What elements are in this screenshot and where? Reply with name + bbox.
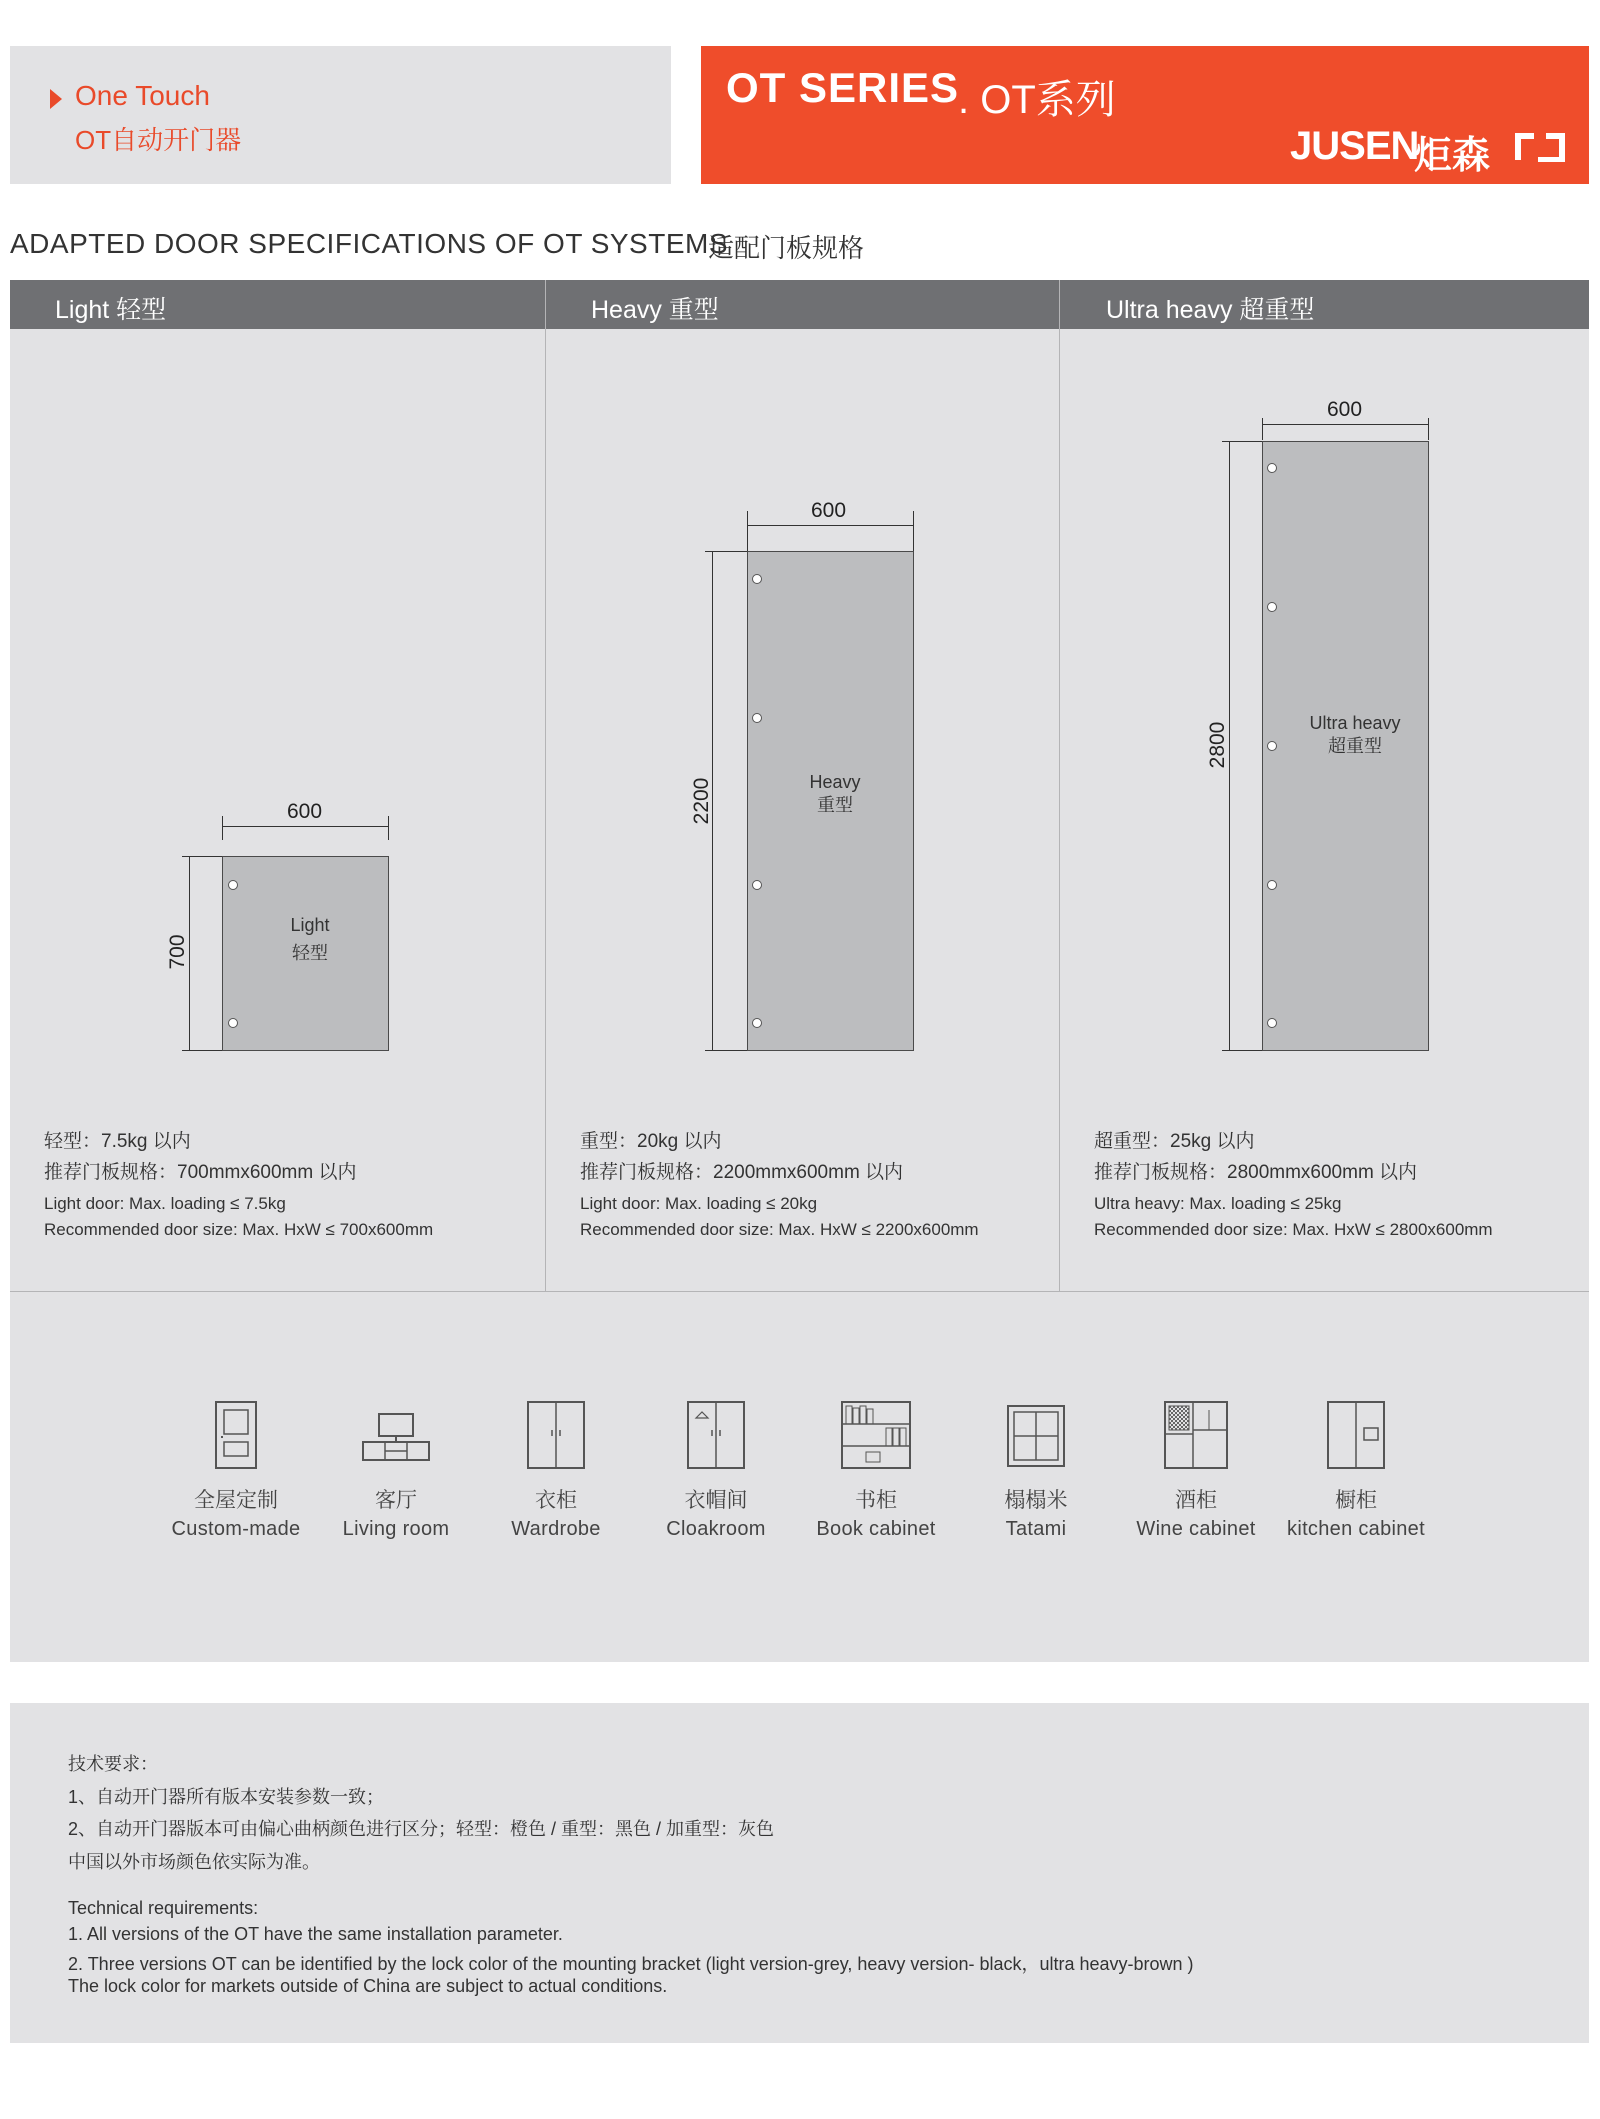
- spec-cn-weight: 超重型：25kg 以内: [1094, 1131, 1255, 1152]
- application-label-cn: 客厅: [375, 1489, 417, 1512]
- series-title-cn: . OT系列: [958, 78, 1116, 122]
- column-divider: [545, 280, 546, 1291]
- column-divider: [1059, 280, 1060, 1291]
- application-label-cn: 衣柜: [535, 1489, 577, 1512]
- wine-cabinet-icon: [1163, 1400, 1229, 1470]
- notes-title-cn: 技术要求：: [68, 1754, 158, 1774]
- spec-table-header: [10, 280, 1589, 329]
- application-label-en: Cloakroom: [666, 1518, 766, 1540]
- application-label-en: Book cabinet: [816, 1518, 936, 1540]
- section-title: ADAPTED DOOR SPECIFICATIONS OF OT SYSTEMS: [10, 228, 728, 259]
- spec-en-loading: Ultra heavy: Max. loading ≤ 25kg: [1094, 1194, 1342, 1213]
- door-label-en: Ultra heavy: [1309, 713, 1401, 733]
- door-label-cn: 轻型: [292, 943, 328, 963]
- width-dimension-label: 600: [1327, 398, 1363, 421]
- application-label-cn: 衣帽间: [684, 1489, 748, 1512]
- application-label-en: kitchen cabinet: [1287, 1518, 1425, 1540]
- spec-en-loading: Light door: Max. loading ≤ 7.5kg: [44, 1194, 286, 1213]
- kitchen-cabinet-icon: [1326, 1400, 1386, 1470]
- notes-line-en: 1. All versions of the OT have the same installation parameter.: [68, 1924, 563, 1944]
- hinge-hole: [752, 880, 762, 890]
- hinge-hole: [752, 574, 762, 584]
- width-dimension-label: 600: [287, 800, 323, 823]
- column-header-light: Light 轻型: [55, 296, 167, 324]
- application-label-cn: 榻榻米: [1004, 1489, 1068, 1512]
- hinge-hole: [1267, 880, 1277, 890]
- cloakroom-icon: [686, 1400, 746, 1470]
- height-dimension-label: 700: [166, 934, 189, 970]
- living-room-icon: [361, 1400, 431, 1470]
- application-item: [1276, 1400, 1436, 1541]
- wardrobe-icon: [526, 1400, 586, 1470]
- custom-door-icon: [214, 1400, 258, 1470]
- notes-line-en: 2. Three versions OT can be identified by the lock color of the mounting bracket (light version-grey, heavy version- black，ultra heavy-brown ): [68, 1954, 1194, 1974]
- application-label-en: Wardrobe: [511, 1518, 601, 1540]
- brand-logo-en: JUSEN: [1290, 124, 1419, 168]
- width-dimension-line: [222, 826, 388, 827]
- hinge-hole: [1267, 741, 1277, 751]
- tagline-cn: OT自动开门器: [75, 125, 242, 155]
- spec-en-loading: Light door: Max. loading ≤ 20kg: [580, 1194, 818, 1213]
- spec-cn-size: 推荐门板规格：700mmx600mm 以内: [44, 1162, 357, 1183]
- application-label-cn: 橱柜: [1335, 1489, 1377, 1512]
- application-item: [156, 1400, 316, 1541]
- hinge-hole: [1267, 463, 1277, 473]
- spec-cn-size: 推荐门板规格：2200mmx600mm 以内: [580, 1162, 904, 1183]
- application-label-cn: 书柜: [855, 1489, 897, 1512]
- spec-cn-size: 推荐门板规格：2800mmx600mm 以内: [1094, 1162, 1418, 1183]
- application-item: [796, 1400, 956, 1541]
- notes-line-en: The lock color for markets outside of China are subject to actual conditions.: [68, 1976, 668, 1996]
- notes-title-en: Technical requirements:: [68, 1898, 259, 1918]
- door-label-cn: 重型: [817, 795, 853, 815]
- width-dimension-line: [747, 525, 913, 526]
- hinge-hole: [228, 1018, 238, 1028]
- hinge-hole: [752, 1018, 762, 1028]
- hinge-hole: [752, 713, 762, 723]
- hinge-hole: [1267, 1018, 1277, 1028]
- notes-line-cn: 1、自动开门器所有版本安装参数一致；: [68, 1787, 385, 1807]
- height-dimension-label: 2200: [690, 777, 713, 825]
- application-label-cn: 全屋定制: [194, 1489, 278, 1512]
- spec-cn-weight: 重型：20kg 以内: [580, 1131, 722, 1152]
- triangle-bullet-icon: [50, 89, 62, 109]
- application-item: [956, 1400, 1116, 1541]
- application-item: [636, 1400, 796, 1541]
- spec-cn-weight: 轻型：7.5kg 以内: [44, 1131, 191, 1152]
- application-label-en: Custom-made: [171, 1518, 301, 1540]
- spec-en-size: Recommended door size: Max. HxW ≤ 2200x600mm: [580, 1220, 979, 1239]
- application-label-cn: 酒柜: [1175, 1489, 1217, 1512]
- tatami-icon: [1006, 1400, 1066, 1470]
- application-item: [476, 1400, 636, 1541]
- door-label-en: Light: [290, 915, 330, 935]
- column-header-ultra-heavy: Ultra heavy 超重型: [1106, 296, 1315, 324]
- header-left-panel: [10, 46, 671, 184]
- brand-mark-icon: [1514, 132, 1566, 162]
- spec-en-size: Recommended door size: Max. HxW ≤ 700x600mm: [44, 1220, 434, 1239]
- spec-en-size: Recommended door size: Max. HxW ≤ 2800x600mm: [1094, 1220, 1493, 1239]
- door-label-en: Heavy: [809, 772, 861, 792]
- application-label-en: Living room: [342, 1518, 450, 1540]
- book-cabinet-icon: [840, 1400, 912, 1470]
- hinge-hole: [228, 880, 238, 890]
- notes-line-cn: 2、自动开门器版本可由偏心曲柄颜色进行区分；轻型：橙色 / 重型：黑色 / 加重型：灰色: [68, 1819, 775, 1839]
- height-dimension-label: 2800: [1206, 721, 1229, 769]
- brand-logo-cn: 炬森: [1414, 135, 1491, 177]
- width-dimension-line: [1262, 424, 1428, 425]
- tagline-en: One Touch: [75, 80, 210, 111]
- series-title: OT SERIES: [726, 64, 960, 111]
- hinge-hole: [1267, 602, 1277, 612]
- application-label-en: Wine cabinet: [1136, 1518, 1256, 1540]
- width-dimension-label: 600: [811, 499, 847, 522]
- notes-line-cn: 中国以外市场颜色依实际为准。: [68, 1852, 320, 1872]
- application-item: [1116, 1400, 1276, 1541]
- application-item: [316, 1400, 476, 1541]
- column-header-heavy: Heavy 重型: [591, 296, 719, 324]
- application-label-en: Tatami: [1005, 1518, 1067, 1540]
- section-title-cn: 适配门板规格: [708, 233, 865, 263]
- door-label-cn: 超重型: [1328, 736, 1382, 756]
